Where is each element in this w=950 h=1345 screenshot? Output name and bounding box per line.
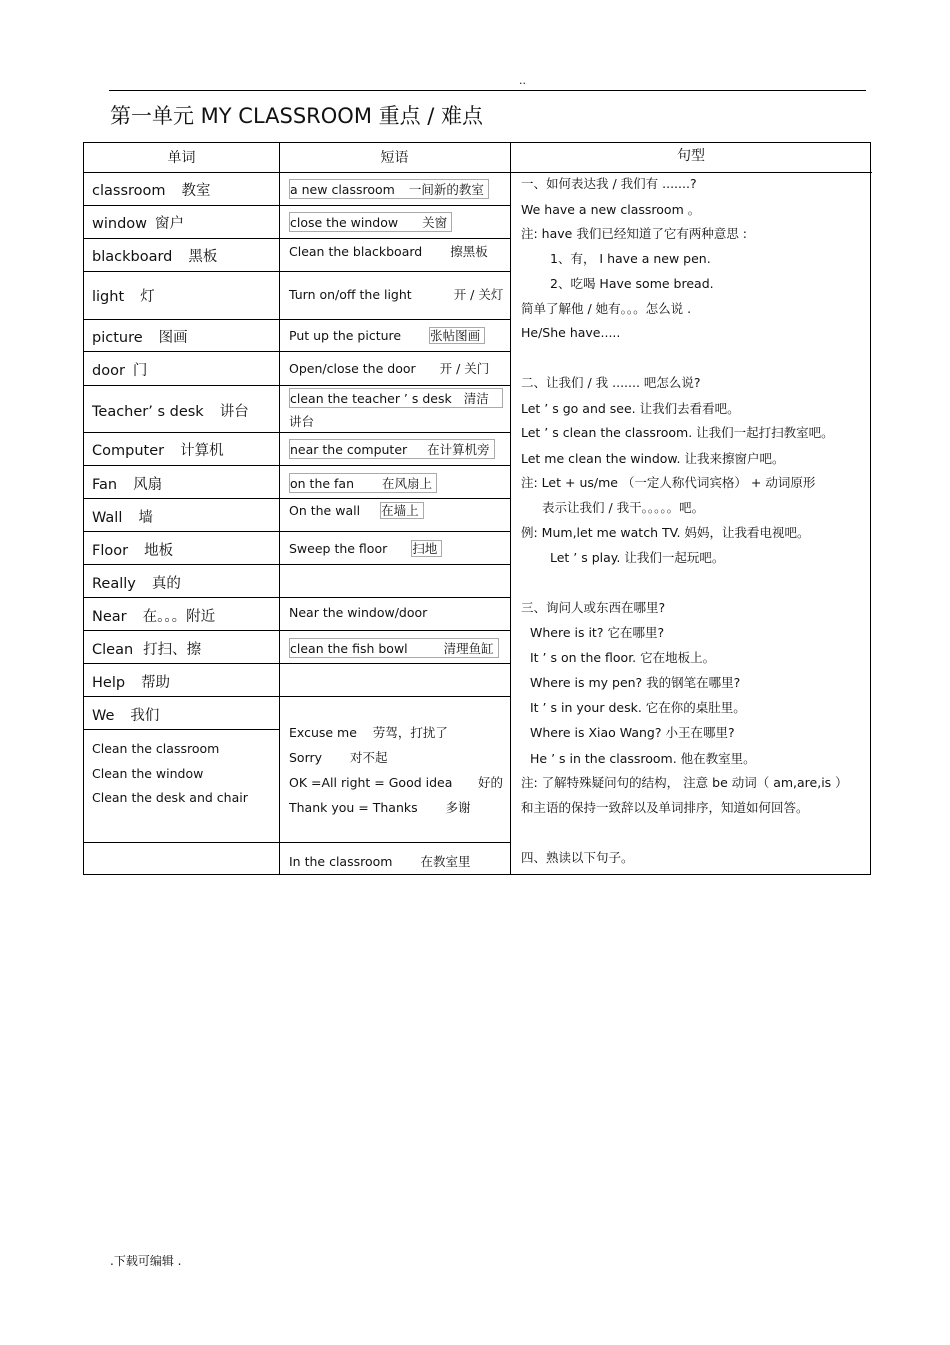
header-dots: .. bbox=[519, 74, 526, 87]
word-entry: Clean 打扫、擦 bbox=[92, 642, 202, 658]
word-entry: Floor 地板 bbox=[92, 543, 174, 559]
word-entry: picture 图画 bbox=[92, 330, 188, 346]
phrase-entry: near the computer 在计算机旁 bbox=[289, 439, 495, 459]
word-entry: We 我们 bbox=[92, 708, 160, 724]
pattern-note: 注: 了解特殊疑问句的结构， 注意 be 动词（ am,are,is ） bbox=[521, 775, 848, 790]
row-line bbox=[84, 465, 510, 466]
pattern-heading: 二、让我们 / 我 ....... 吧怎么说? bbox=[521, 375, 701, 390]
word-entry: classroom 教室 bbox=[92, 183, 211, 199]
phrase-expressions-list: Excuse me 劳驾，打扰了 Sorry 对不起 OK =All right = Good idea 好的 Thank you = Thanks 多谢 bbox=[289, 725, 503, 815]
pattern-line: It ’ s on the floor. 它在地板上。 bbox=[530, 650, 716, 665]
pattern-line: It ’ s in your desk. 它在你的桌肚里。 bbox=[530, 700, 746, 715]
row-line bbox=[84, 498, 510, 499]
header-rule bbox=[109, 90, 866, 91]
word-entry: Teacher’ s desk 讲台 bbox=[92, 404, 249, 420]
phrase-entry: In the classroom 在教室里 bbox=[289, 854, 471, 869]
row-line bbox=[84, 696, 510, 697]
row-line bbox=[84, 663, 510, 664]
row-line bbox=[84, 564, 510, 565]
word-phrases-list: Clean the classroom Clean the window Clean the desk and chair bbox=[92, 741, 248, 805]
header-line bbox=[84, 172, 872, 173]
pattern-line: 表示让我们 / 我干。。。。。吧。 bbox=[542, 500, 705, 515]
pattern-line: We have a new classroom 。 bbox=[521, 202, 701, 217]
row-line bbox=[84, 842, 510, 843]
row-line bbox=[84, 351, 510, 352]
word-entry: Near 在。。。附近 bbox=[92, 609, 216, 625]
phrase-entry: Clean the blackboard 擦黑板 bbox=[289, 244, 488, 259]
row-line bbox=[84, 271, 510, 272]
col-divider-1 bbox=[279, 143, 280, 874]
phrase-entry: Turn on/off the light 开 / 关灯 bbox=[289, 287, 504, 302]
pattern-line: He ’ s in the classroom. 他在教室里。 bbox=[530, 751, 756, 766]
page-title: 第一单元 MY CLASSROOM 重点 / 难点 bbox=[110, 104, 484, 128]
row-line bbox=[84, 385, 510, 386]
pattern-line: Where is my pen? 我的钢笔在哪里? bbox=[530, 675, 741, 690]
row-line bbox=[84, 630, 510, 631]
phrase-entry: clean the fish bowl 清理鱼缸 bbox=[289, 638, 499, 658]
page-footer: .下载可编辑 . bbox=[110, 1254, 182, 1268]
pattern-line: 简单了解他 / 她有。。。怎么说 . bbox=[521, 301, 692, 316]
phrase-entry: Near the window/door bbox=[289, 605, 428, 620]
word-entry: door 门 bbox=[92, 363, 148, 379]
pattern-line: Let ’ s go and see. 让我们去看看吧。 bbox=[521, 401, 740, 416]
row-line bbox=[84, 319, 510, 320]
pattern-line: Let me clean the window. 让我来擦窗户吧。 bbox=[521, 451, 785, 466]
phrase-entry: Put up the picture 张帖图画 bbox=[289, 326, 485, 344]
pattern-line: He/She have..... bbox=[521, 325, 621, 340]
pattern-line: 1、有， I have a new pen. bbox=[550, 251, 711, 266]
pattern-line: 和主语的保持一致辞以及单词排序，知道如何回答。 bbox=[521, 800, 809, 815]
pattern-heading: 一、如何表达我 / 我们有 .......? bbox=[521, 176, 697, 191]
phrase-entry: clean the teacher ’ s desk 清洁 bbox=[289, 388, 503, 408]
row-line bbox=[84, 597, 510, 598]
row-line bbox=[84, 729, 279, 730]
pattern-line: Where is Xiao Wang? 小王在哪里? bbox=[530, 725, 735, 740]
phrase-entry-continued: 讲台 bbox=[289, 414, 315, 429]
word-entry: Wall 墙 bbox=[92, 510, 153, 526]
word-entry: Help 帮助 bbox=[92, 675, 171, 691]
word-entry: Really 真的 bbox=[92, 576, 181, 592]
phrase-entry: Open/close the door 开 / 关门 bbox=[289, 361, 490, 376]
pattern-heading: 三、询问人或东西在哪里? bbox=[521, 600, 666, 615]
pattern-line: Let ’ s clean the classroom. 让我们一起打扫教室吧。 bbox=[521, 425, 834, 440]
pattern-note: 注: Let + us/me （一定人称代词宾格） + 动词原形 bbox=[521, 475, 816, 490]
phrase-entry: a new classroom 一间新的教室 bbox=[289, 179, 489, 199]
row-line bbox=[84, 531, 510, 532]
phrase-entry: close the window 关窗 bbox=[289, 212, 452, 232]
row-line bbox=[84, 238, 510, 239]
row-line bbox=[84, 205, 510, 206]
row-line bbox=[84, 432, 510, 433]
phrase-entry: On the wall 在墙上 bbox=[289, 501, 424, 519]
column-header-patterns: 句型 bbox=[677, 148, 705, 164]
phrase-entry: on the fan 在风扇上 bbox=[289, 473, 437, 493]
pattern-note: 注: have 我们已经知道了它有两种意思 : bbox=[521, 226, 748, 241]
pattern-line: Where is it? 它在哪里? bbox=[530, 625, 665, 640]
word-entry: Computer 计算机 bbox=[92, 443, 224, 459]
pattern-line: 2、吃喝 Have some bread. bbox=[550, 276, 714, 291]
vocab-table bbox=[83, 142, 871, 875]
phrase-entry: Sweep the floor 扫地 bbox=[289, 539, 442, 557]
word-entry: blackboard 黑板 bbox=[92, 249, 218, 265]
pattern-example: 例: Mum,let me watch TV. 妈妈，让我看电视吧。 bbox=[521, 525, 810, 540]
word-entry: Fan 风扇 bbox=[92, 477, 163, 493]
col-divider-2 bbox=[510, 143, 511, 874]
word-entry: light 灯 bbox=[92, 289, 155, 305]
column-header-words: 单词 bbox=[167, 150, 196, 166]
pattern-heading: 四、熟读以下句子。 bbox=[521, 850, 634, 865]
column-header-phrases: 短语 bbox=[380, 150, 409, 166]
word-entry: window 窗户 bbox=[92, 216, 185, 232]
pattern-line: Let ’ s play. 让我们一起玩吧。 bbox=[550, 550, 725, 565]
